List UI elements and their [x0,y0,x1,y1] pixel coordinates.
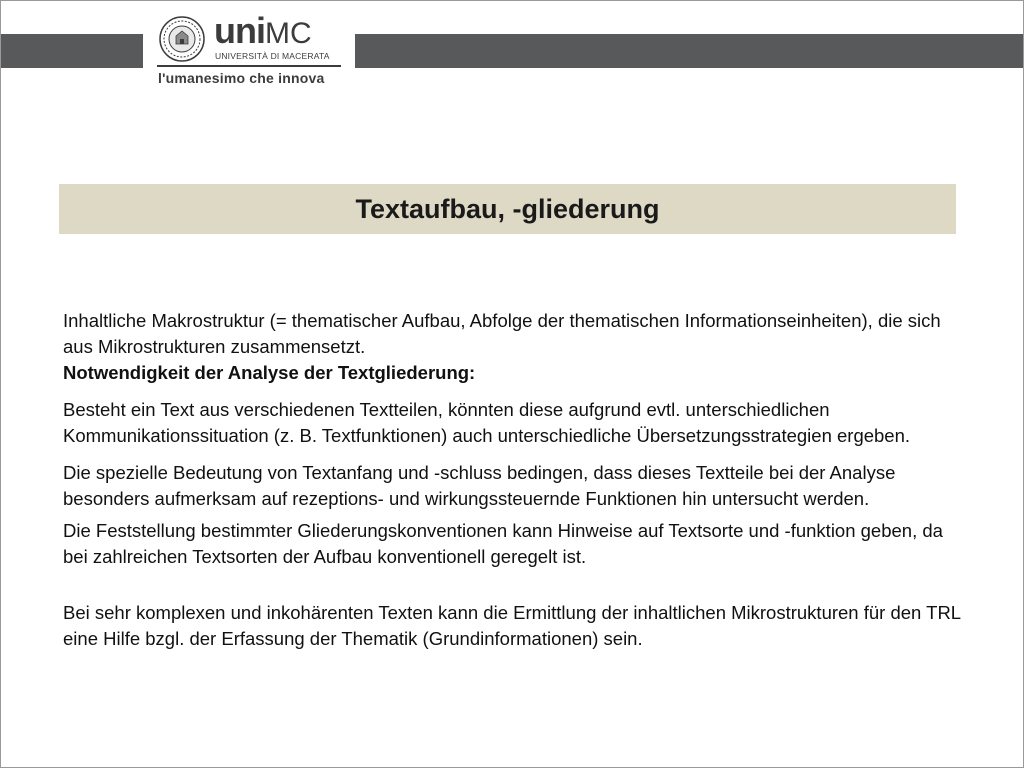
paragraph-text-parts: Besteht ein Text aus verschiedenen Textteilen, könnten diese aufgrund evtl. unterschiedlichen Kommunikationssituation (z. B. Textfunktionen) auch unterschiedliche Übersetzungsstrategien ergeben. [63,399,911,446]
paragraph-complex-texts: Bei sehr komplexen und inkohärenten Texten kann die Ermittlung der inhaltlichen Mikrostrukturen für den TRL eine Hilfe bzgl. der Erfassung der Thematik (Grundinformationen) sein. [63,602,961,649]
paragraph-beginning-end: Die spezielle Bedeutung von Textanfang und -schluss bedingen, dass dieses Textteile bei der Analyse besonders aufmerksam auf rezeptions- und wirkungssteuernde Funktionen hin untersucht werden. [63,462,896,509]
paragraph-conventions: Die Feststellung bestimmter Gliederungskonventionen kann Hinweise auf Textsorte und -funktion geben, da bei zahlreichen Textsorten der Aufbau konventionell geregelt ist. [63,520,943,567]
header-bar-left [1,34,143,68]
logo-divider [157,65,341,67]
university-seal-icon [159,16,205,62]
title-band [59,184,956,234]
logo-subtitle: UNIVERSITÀ DI MACERATA [215,51,330,61]
paragraph-heading-analysis: Notwendigkeit der Analyse der Textgliederung: [63,362,476,383]
slide-title: Textaufbau, -gliederung [355,193,660,224]
slide-content [63,308,963,652]
header-bar-right [355,34,1024,68]
logo-wordmark: uniMC [214,10,312,51]
logo-tagline: l'umanesimo che innova [158,70,325,86]
paragraph-macrostructure: Inhaltliche Makrostruktur (= thematischer Aufbau, Abfolge der thematischen Informationseinheiten), die sich aus Mikrostrukturen zusammensetzt. [63,310,941,357]
